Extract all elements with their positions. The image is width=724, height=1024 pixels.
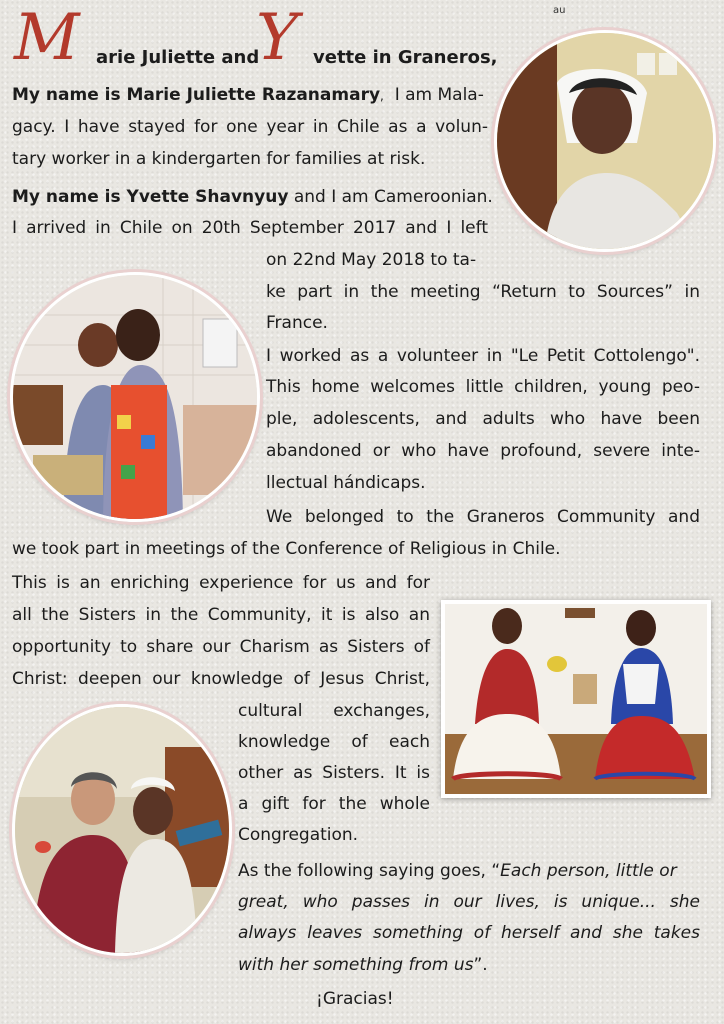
p2-line-2: I arrived in Chile on 20th September 2017 and I left: [12, 218, 488, 238]
p3-line-4: abandoned or who have profound, severe inte-: [266, 441, 700, 461]
corner-mark: au: [553, 5, 566, 16]
p6-line-3: always leaves something of herself and she takes: [238, 923, 700, 943]
p6-line-1: [238, 856, 677, 887]
p5-line-3: opportunity to share our Charism as Sisters of: [12, 637, 430, 657]
p4-line-2: we took part in meetings of the Conference of Religious in Chile.: [12, 539, 561, 559]
closing-thanks: ¡Gracias!: [316, 989, 394, 1009]
photo-kitchen-volunteers: [10, 272, 260, 522]
p4-line-1: We belonged to the Graneros Community and: [266, 507, 700, 527]
p2-bold-name: My name is Yvette Shavnyuy: [12, 187, 289, 207]
p5-line-2: all the Sisters in the Community, it is also an: [12, 605, 430, 625]
p6-line-4-italic: with her something from us: [238, 955, 474, 975]
p5-line-9: Congregation.: [238, 825, 359, 845]
title-initial-y: Y: [256, 1, 299, 75]
p6-line-1-italic: Each person, little or: [500, 861, 677, 881]
p1-line-1: [12, 80, 484, 112]
p6-line-4: [238, 950, 488, 981]
p3-line-3: ple, adolescents, and adults who have been: [266, 409, 700, 429]
p6-line-4-plain: ”.: [473, 955, 488, 975]
p2-line-4: ke part in the meeting “Return to Sources” in: [266, 282, 700, 302]
p6-line-1-plain: As the following saying goes, “: [238, 861, 501, 881]
p5-line-8: a gift for the whole: [238, 794, 430, 814]
p2-line-3: on 22nd May 2018 to ta-: [266, 250, 477, 270]
p6-line-2: great, who passes in our lives, is unique... she: [238, 892, 700, 912]
p5-line-6: knowledge of each: [238, 732, 430, 752]
title-part-1: arie Juliette and: [96, 47, 260, 68]
p5-line-1: This is an enriching experience for us and for: [12, 573, 430, 593]
p5-line-4: Christ: deepen our knowledge of Jesus Christ,: [12, 669, 430, 689]
p1-bold-name: My name is Marie Juliette Razanamary: [12, 85, 381, 105]
p5-line-5: cultural exchanges,: [238, 701, 430, 721]
p2-line-1: [12, 182, 493, 213]
p2-line-5: France.: [266, 313, 328, 333]
title-part-2: vette in Graneros,: [313, 47, 498, 68]
p1-line-1-rest: I am Mala-: [394, 85, 484, 105]
p3-line-5: llectual hándicaps.: [266, 473, 426, 493]
p1-line-2: gacy. I have stayed for one year in Chile as a volun-: [12, 117, 488, 137]
p5-line-7: other as Sisters. It is: [238, 763, 430, 783]
p1-line-3: tary worker in a kindergarten for families at risk.: [12, 149, 426, 169]
photo-sister-juliette: [494, 30, 716, 252]
p3-line-1: I worked as a volunteer in "Le Petit Cottolengo".: [266, 346, 700, 366]
p1-separator: ,: [380, 89, 384, 103]
title-initial-m: M: [14, 1, 80, 75]
p3-line-2: This home welcomes little children, young peo-: [266, 377, 700, 397]
photo-traditional-dresses: [441, 600, 711, 798]
p2-line-1-rest: and I am Cameroonian.: [288, 187, 493, 207]
photo-two-sisters: [12, 704, 232, 956]
